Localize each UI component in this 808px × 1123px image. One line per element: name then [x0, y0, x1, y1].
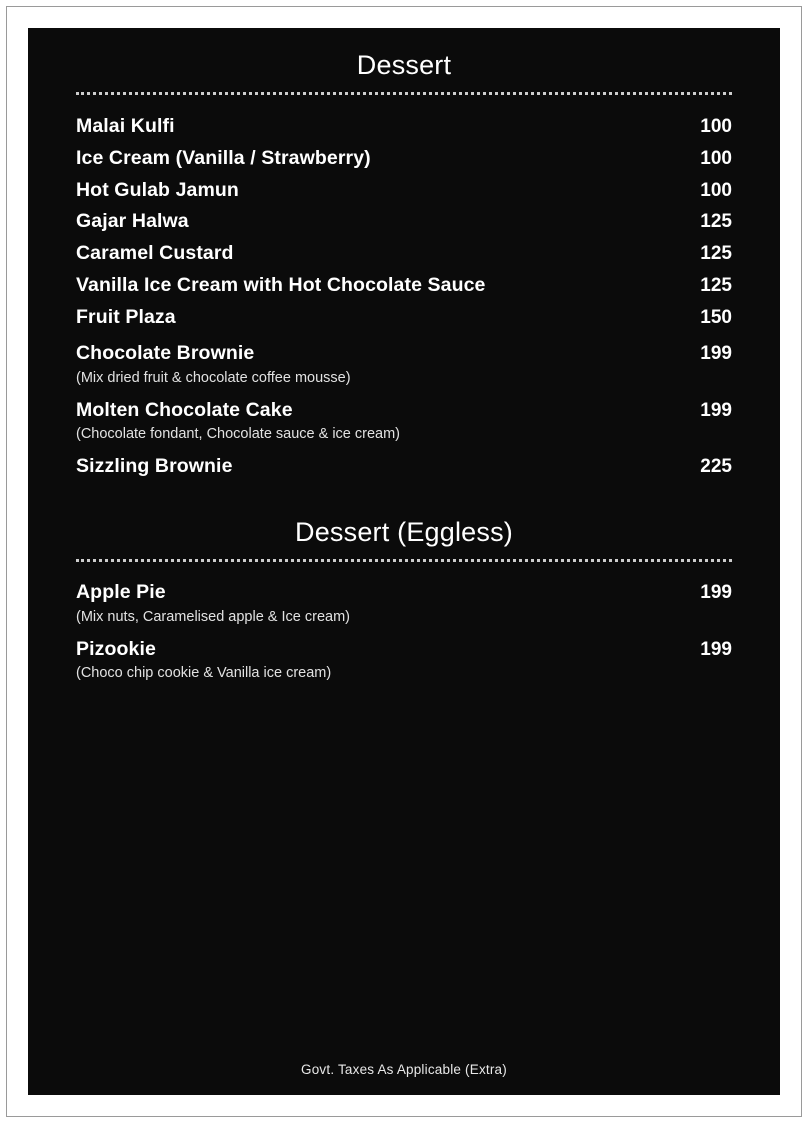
menu-item	[76, 143, 732, 175]
menu-item-row	[76, 452, 732, 482]
section-title-dessert: Dessert	[356, 50, 452, 80]
menu-item-name: Chocolate Brownie	[76, 342, 255, 365]
menu-item-price: 225	[700, 455, 732, 477]
menu-card	[28, 28, 780, 1095]
footer-note: Govt. Taxes As Applicable (Extra)	[301, 1062, 507, 1077]
menu-item-row	[76, 238, 732, 270]
menu-item-name: Caramel Custard	[76, 242, 234, 265]
menu-item-row	[76, 206, 732, 238]
menu-item	[76, 396, 732, 446]
menu-item-row	[76, 339, 732, 369]
menu-item-price: 125	[700, 274, 732, 296]
section-title-dessert-eggless: Dessert (Eggless)	[295, 517, 513, 548]
menu-item-row	[76, 396, 732, 426]
menu-item-name: Pizookie	[76, 637, 156, 660]
menu-item-row	[76, 578, 732, 608]
menu-item-price: 125	[700, 211, 732, 233]
menu-item	[76, 635, 732, 685]
menu-item-description: (Mix nuts, Caramelised apple & Ice cream)	[76, 608, 350, 625]
menu-item-row	[76, 635, 732, 665]
menu-item-price: 100	[700, 179, 732, 201]
menu-item	[76, 175, 732, 207]
menu-item-row	[76, 111, 732, 143]
menu-item-name: Hot Gulab Jamun	[76, 178, 239, 201]
dessert-item-list	[76, 111, 732, 481]
dessert-eggless-item-list	[76, 578, 732, 685]
menu-item-name: Apple Pie	[76, 581, 166, 604]
menu-item	[76, 111, 732, 143]
menu-item	[76, 452, 732, 482]
menu-item-price: 125	[700, 243, 732, 265]
menu-item	[76, 270, 732, 302]
menu-item-row	[76, 302, 732, 334]
menu-item-price: 199	[700, 343, 732, 365]
menu-item-row	[76, 143, 732, 175]
menu-item-name: Gajar Halwa	[76, 210, 189, 233]
menu-item-row	[76, 175, 732, 207]
menu-item	[76, 206, 732, 238]
menu-item-price: 199	[700, 638, 732, 660]
menu-item-price: 100	[700, 147, 732, 169]
menu-item-price: 199	[700, 582, 732, 604]
menu-item	[76, 238, 732, 270]
menu-item-description: (Mix dried fruit & chocolate coffee mousse)	[76, 369, 351, 386]
menu-item	[76, 339, 732, 389]
menu-item-name: Molten Chocolate Cake	[76, 398, 293, 421]
menu-item-name: Vanilla Ice Cream with Hot Chocolate Sauce	[76, 273, 486, 296]
menu-item-description: (Chocolate fondant, Chocolate sauce & ice cream)	[76, 426, 401, 443]
menu-item-name: Fruit Plaza	[76, 305, 176, 328]
menu-item-description: (Choco chip cookie & Vanilla ice cream)	[76, 665, 332, 682]
menu-item-name: Sizzling Brownie	[76, 454, 233, 477]
menu-item-name: Malai Kulfi	[76, 115, 175, 137]
section-divider-dessert	[76, 91, 732, 95]
section-divider-dessert-eggless	[76, 558, 732, 562]
menu-item-name: Ice Cream (Vanilla / Strawberry)	[76, 146, 371, 169]
menu-item	[76, 578, 732, 628]
menu-item-price: 100	[700, 116, 732, 137]
menu-item-row	[76, 270, 732, 302]
menu-item-price: 199	[700, 399, 732, 421]
menu-item-price: 150	[700, 306, 732, 328]
menu-item	[76, 302, 732, 334]
